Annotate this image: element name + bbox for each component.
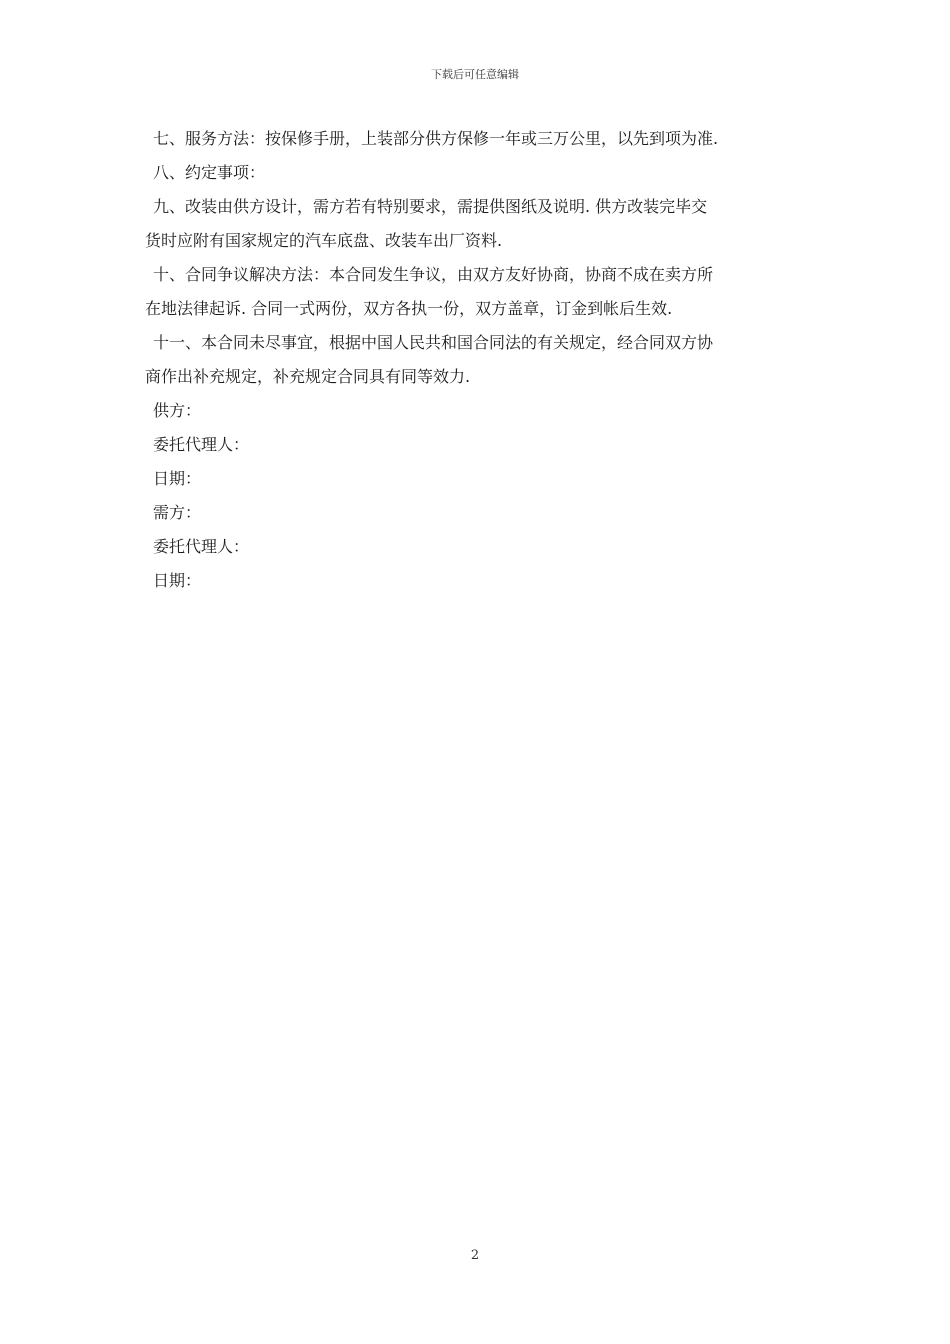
- document-body: [145, 122, 813, 598]
- clause-9-line-1: 九、改装由供方设计，需方若有特别要求，需提供图纸及说明. 供方改装完毕交: [153, 197, 708, 216]
- buyer-label: 需方：: [153, 503, 202, 522]
- page-number: 2: [470, 1248, 480, 1263]
- buyer-date-label: 日期：: [153, 571, 202, 590]
- clause-11-line-2: 商作出补充规定，补充规定合同具有同等效力.: [145, 367, 471, 386]
- clause-9-line-2: 货时应附有国家规定的汽车底盘、改装车出厂资料.: [145, 231, 503, 250]
- clause-11-line-1: 十一、本合同未尽事宜，根据中国人民共和国合同法的有关规定，经合同双方协: [153, 333, 714, 352]
- clause-7-line: 七、服务方法：按保修手册，上装部分供方保修一年或三万公里，以先到项为准.: [153, 129, 719, 148]
- buyer-agent-label: 委托代理人：: [153, 537, 250, 556]
- supplier-agent-label: 委托代理人：: [153, 435, 250, 454]
- supplier-label: 供方：: [153, 401, 202, 420]
- clause-10-line-1: 十、合同争议解决方法：本合同发生争议，由双方友好协商，协商不成在卖方所: [153, 265, 714, 284]
- clause-10-line-2: 在地法律起诉. 合同一式两份，双方各执一份，双方盖章，订金到帐后生效.: [145, 299, 673, 318]
- clause-8-line: 八、约定事项：: [153, 163, 266, 182]
- supplier-date-label: 日期：: [153, 469, 202, 488]
- header-note: 下载后可任意编辑: [431, 68, 519, 81]
